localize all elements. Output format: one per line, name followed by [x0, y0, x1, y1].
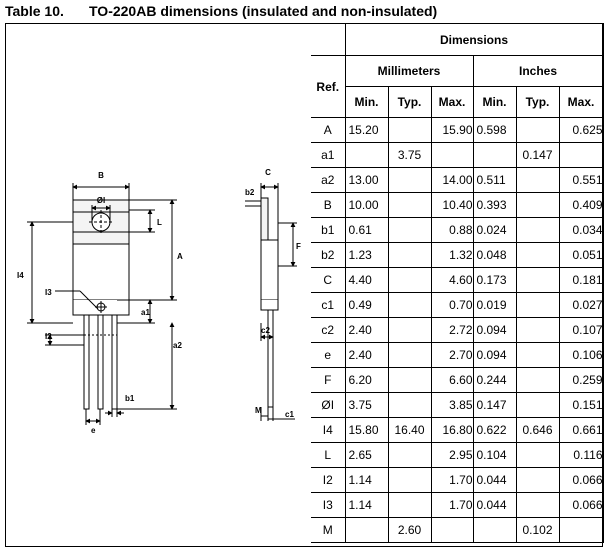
table-cell	[388, 118, 431, 143]
header-mm-min: Min.	[345, 87, 388, 118]
table-cell	[516, 493, 559, 518]
table-cell: 1.14	[345, 468, 388, 493]
table-cell: 2.65	[345, 443, 388, 468]
table-cell: 0.646	[516, 418, 559, 443]
table-cell: 2.95	[431, 443, 473, 468]
table-number: Table 10.	[5, 3, 64, 19]
table-cell: c1	[311, 293, 345, 318]
table-cell: 0.034	[559, 218, 603, 243]
table-cell: 1.23	[345, 243, 388, 268]
table-cell: 0.116	[559, 443, 603, 468]
table-cell: 2.72	[431, 318, 473, 343]
table-cell	[345, 518, 388, 543]
label-F: F	[296, 242, 301, 251]
table-row	[311, 268, 603, 293]
table-cell: 3.75	[345, 393, 388, 418]
table-cell: 0.49	[345, 293, 388, 318]
label-a2: a2	[173, 341, 182, 350]
table-cell: C	[311, 268, 345, 293]
header-in-max: Max.	[559, 87, 603, 118]
table-cell	[388, 218, 431, 243]
header-mm-max: Max.	[431, 87, 473, 118]
table-cell: A	[311, 118, 345, 143]
table-cell: a1	[311, 143, 345, 168]
label-b1: b1	[125, 394, 135, 403]
package-drawing	[5, 23, 311, 547]
label-c2: c2	[261, 326, 270, 335]
table-cell: 0.051	[559, 243, 603, 268]
table-cell: 16.80	[431, 418, 473, 443]
package-drawing-svg	[5, 23, 311, 547]
table-cell: ØI	[311, 393, 345, 418]
label-I3: I3	[45, 288, 52, 297]
table-cell: 0.044	[473, 468, 516, 493]
label-c1: c1	[285, 410, 294, 419]
table-cell: 0.244	[473, 368, 516, 393]
table-cell: 0.173	[473, 268, 516, 293]
header-in-typ: Typ.	[516, 87, 559, 118]
table-cell: 0.70	[431, 293, 473, 318]
header-millimeters: Millimeters	[345, 56, 473, 87]
label-C: C	[265, 168, 271, 177]
table-cell	[388, 293, 431, 318]
table-cell: 10.00	[345, 193, 388, 218]
table-row	[311, 293, 603, 318]
table-cell: 0.393	[473, 193, 516, 218]
table-cell	[388, 368, 431, 393]
table-cell: 1.70	[431, 468, 473, 493]
header-in-min: Min.	[473, 87, 516, 118]
table-cell: a2	[311, 168, 345, 193]
table-cell	[388, 318, 431, 343]
table-cell: M	[311, 518, 345, 543]
table-cell	[516, 218, 559, 243]
table-cell: 0.066	[559, 468, 603, 493]
table-cell: 6.20	[345, 368, 388, 393]
lead-2	[98, 315, 103, 409]
table-cell: I4	[311, 418, 345, 443]
table-cell: 0.511	[473, 168, 516, 193]
table-cell: 0.551	[559, 168, 603, 193]
table-cell: 10.40	[431, 193, 473, 218]
table-cell	[473, 518, 516, 543]
table-cell: 0.88	[431, 218, 473, 243]
table-cell: 0.661	[559, 418, 603, 443]
table-cell: 0.598	[473, 118, 516, 143]
table-cell: I3	[311, 493, 345, 518]
table-cell: 6.60	[431, 368, 473, 393]
table-cell: 15.20	[345, 118, 388, 143]
table-row	[311, 318, 603, 343]
table-cell: 0.622	[473, 418, 516, 443]
table-cell	[516, 243, 559, 268]
label-a1: a1	[141, 308, 150, 317]
label-I2: I2	[45, 332, 52, 341]
table-row	[311, 493, 603, 518]
table-cell: 0.066	[559, 493, 603, 518]
table-cell	[388, 343, 431, 368]
table-cell	[388, 443, 431, 468]
table-cell	[516, 368, 559, 393]
table-row	[311, 193, 603, 218]
label-A: A	[177, 252, 183, 261]
table-cell	[516, 118, 559, 143]
table-cell: 0.259	[559, 368, 603, 393]
table-cell: 0.102	[516, 518, 559, 543]
table-row	[311, 143, 603, 168]
table-cell: 0.044	[473, 493, 516, 518]
label-OI: ØI	[96, 196, 106, 205]
table-cell	[431, 518, 473, 543]
table-cell: 0.147	[516, 143, 559, 168]
table-cell	[473, 143, 516, 168]
table-cell: b1	[311, 218, 345, 243]
table-cell: c2	[311, 318, 345, 343]
table-cell: 0.625	[559, 118, 603, 143]
table-row	[311, 118, 603, 143]
table-cell: 0.147	[473, 393, 516, 418]
label-L: L	[157, 218, 162, 227]
table-cell: 4.40	[345, 268, 388, 293]
table-row	[311, 393, 603, 418]
table-cell	[516, 343, 559, 368]
table-cell: I2	[311, 468, 345, 493]
table-cell	[345, 143, 388, 168]
table-cell: L	[311, 443, 345, 468]
table-cell	[516, 318, 559, 343]
table-cell: 0.024	[473, 218, 516, 243]
table-cell: 14.00	[431, 168, 473, 193]
header-dimensions: Dimensions	[345, 24, 603, 56]
table-cell	[516, 193, 559, 218]
header-ref: Ref.	[311, 56, 345, 118]
table-row	[311, 243, 603, 268]
label-M: M	[255, 406, 262, 415]
table-cell: 0.107	[559, 318, 603, 343]
table-cell: 0.151	[559, 393, 603, 418]
table-cell: 0.181	[559, 268, 603, 293]
table-row	[311, 443, 603, 468]
table-row	[311, 418, 603, 443]
table-cell	[388, 193, 431, 218]
table-row	[311, 468, 603, 493]
header-mm-typ: Typ.	[388, 87, 431, 118]
table-cell: 1.70	[431, 493, 473, 518]
table-cell	[431, 143, 473, 168]
table-cell: 2.40	[345, 318, 388, 343]
table-cell	[388, 493, 431, 518]
table-row	[311, 343, 603, 368]
label-e: e	[91, 426, 96, 435]
table-cell: B	[311, 193, 345, 218]
table-cell: F	[311, 368, 345, 393]
table-cell: 3.85	[431, 393, 473, 418]
table-cell: 0.048	[473, 243, 516, 268]
table-caption	[5, 3, 437, 19]
table-cell: 15.90	[431, 118, 473, 143]
table-cell: 0.409	[559, 193, 603, 218]
label-I4: I4	[17, 271, 24, 280]
label-B: B	[98, 171, 104, 180]
lead-1	[84, 315, 89, 409]
table-cell: 4.60	[431, 268, 473, 293]
table-cell	[516, 443, 559, 468]
table-cell: 2.40	[345, 343, 388, 368]
table-cell	[559, 143, 603, 168]
table-cell	[516, 393, 559, 418]
table-row	[311, 168, 603, 193]
table-cell: 0.61	[345, 218, 388, 243]
table-cell: 0.094	[473, 318, 516, 343]
table-title: TO-220AB dimensions (insulated and non-insulated)	[89, 3, 438, 19]
table-cell: 3.75	[388, 143, 431, 168]
lead-3	[112, 315, 117, 409]
table-row	[311, 218, 603, 243]
table-cell: 0.104	[473, 443, 516, 468]
table-cell	[388, 468, 431, 493]
dimensions-table	[311, 23, 604, 543]
table-cell: 2.60	[388, 518, 431, 543]
front-view	[27, 183, 177, 425]
body-outline	[73, 244, 129, 300]
table-cell: 1.32	[431, 243, 473, 268]
header-inches: Inches	[473, 56, 603, 87]
table-cell: 2.70	[431, 343, 473, 368]
table-cell	[516, 268, 559, 293]
label-b2: b2	[245, 188, 255, 197]
table-cell: 0.019	[473, 293, 516, 318]
table-cell	[388, 393, 431, 418]
table-cell: b2	[311, 243, 345, 268]
table-row	[311, 368, 603, 393]
table-cell	[388, 243, 431, 268]
table-cell: 13.00	[345, 168, 388, 193]
table-cell	[559, 518, 603, 543]
table-cell: e	[311, 343, 345, 368]
table-cell: 1.14	[345, 493, 388, 518]
table-cell: 0.094	[473, 343, 516, 368]
table-cell	[388, 168, 431, 193]
side-view	[245, 183, 297, 421]
table-cell: 0.106	[559, 343, 603, 368]
table-cell	[516, 168, 559, 193]
table-cell: 16.40	[388, 418, 431, 443]
table-cell	[516, 468, 559, 493]
table-row	[311, 518, 603, 543]
table-cell	[516, 293, 559, 318]
table-cell: 15.80	[345, 418, 388, 443]
table-body	[311, 118, 603, 543]
table-cell: 0.027	[559, 293, 603, 318]
table-cell	[388, 268, 431, 293]
